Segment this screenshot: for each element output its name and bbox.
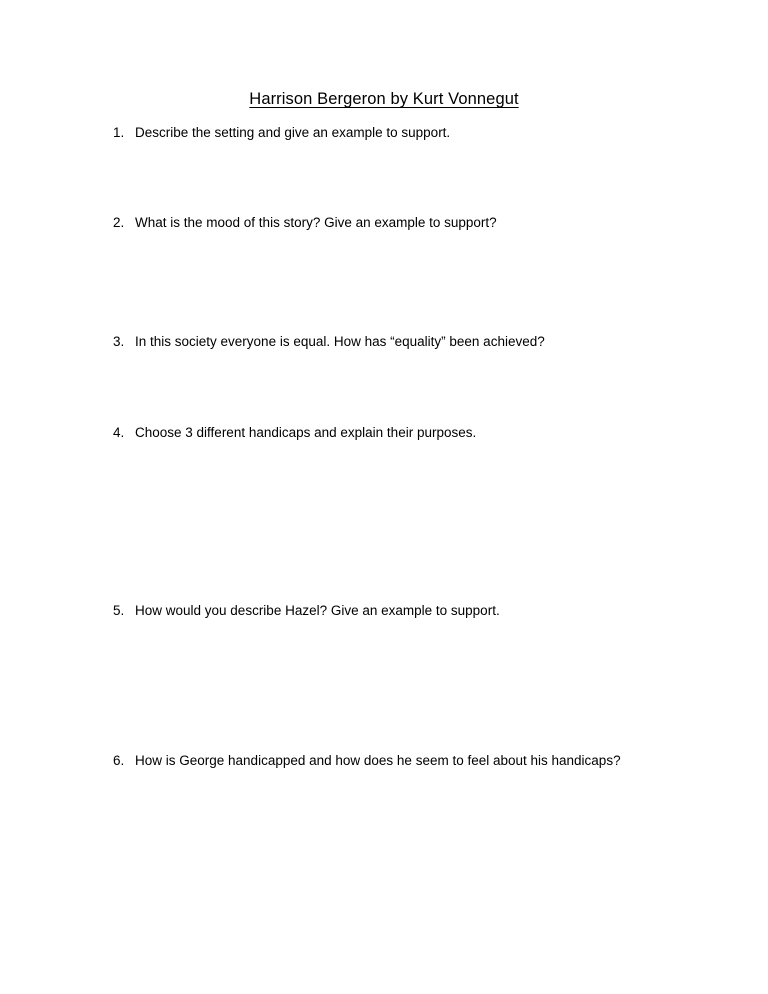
question-number: 6.	[113, 753, 125, 768]
question-5	[113, 602, 500, 620]
document-title: Harrison Bergeron by Kurt Vonnegut	[249, 90, 519, 108]
question-3	[113, 333, 545, 351]
question-number: 1.	[113, 125, 125, 140]
question-text: Describe the setting and give an example to support.	[135, 125, 451, 140]
question-text: In this society everyone is equal. How has “equality” been achieved?	[135, 334, 545, 349]
question-text: What is the mood of this story? Give an example to support?	[135, 215, 497, 230]
question-text: How is George handicapped and how does he seem to feel about his handicaps?	[135, 753, 621, 768]
question-number: 5.	[113, 603, 125, 618]
question-6	[113, 752, 621, 770]
question-number: 4.	[113, 425, 125, 440]
question-number: 2.	[113, 215, 125, 230]
question-text: How would you describe Hazel? Give an example to support.	[135, 603, 500, 618]
question-1	[113, 124, 450, 142]
question-2	[113, 214, 497, 232]
question-number: 3.	[113, 334, 125, 349]
question-text: Choose 3 different handicaps and explain their purposes.	[135, 425, 477, 440]
question-4	[113, 424, 476, 442]
